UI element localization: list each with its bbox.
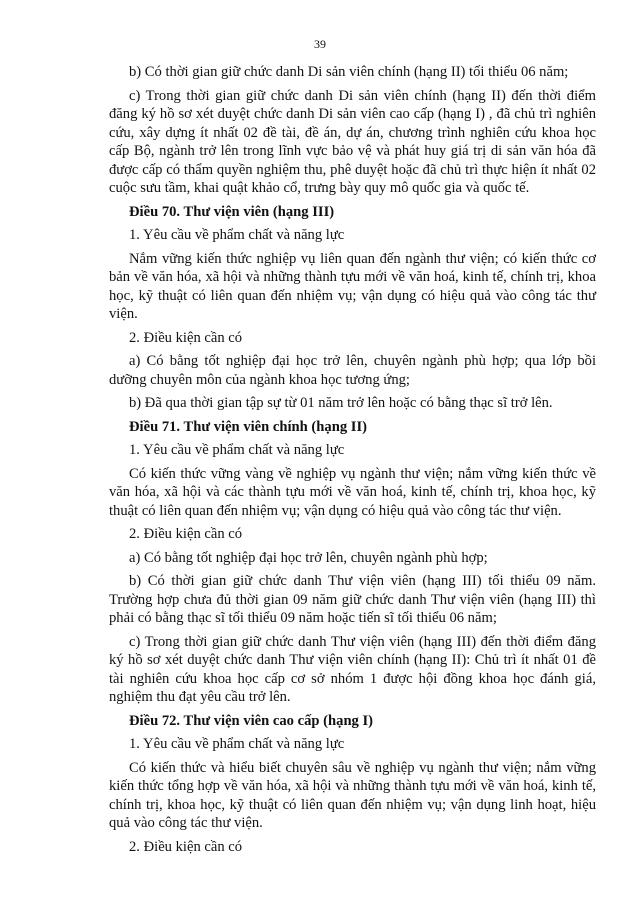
paragraph: a) Có bằng tốt nghiệp đại học trở lên, chuyên ngành phù hợp;: [129, 549, 488, 566]
document-body: [109, 63, 596, 861]
paragraph: b) Có thời gian giữ chức danh Di sản viên chính (hạng II) tối thiểu 06 năm;: [129, 64, 569, 80]
paragraph: 2. Điều kiện cần có: [129, 329, 243, 346]
paragraph: 1. Yêu cầu về phẩm chất và năng lực: [129, 442, 345, 458]
paragraph: a) Có bằng tốt nghiệp đại học trở lên, chuyên ngành phù hợp; qua lớp bồi dưỡng chuyên môn của ngành khoa học tương ứng;: [109, 353, 596, 388]
article-heading: Điều 72. Thư viện viên cao cấp (hạng I): [129, 712, 374, 729]
paragraph: 1. Yêu cầu về phẩm chất và năng lực: [129, 227, 345, 243]
paragraph: b) Có thời gian giữ chức danh Thư viện viên (hạng III) tối thiểu 09 năm. Trường hợp chưa đủ thời gian 09 năm giữ chức danh Thư viện viên (hạng III) thì phải có bằng thạc sĩ tối thiểu 09 năm hoặc tiến sĩ tối thiểu 06 năm;: [109, 573, 596, 626]
paragraph: 2. Điều kiện cần có: [129, 838, 243, 855]
paragraph: c) Trong thời gian giữ chức danh Thư viện viên (hạng III) đến thời điểm đăng ký hồ sơ xét duyệt chức danh Thư viện viên chính (hạng II): Chủ trì ít nhất 01 đề tài nghiên cứu khoa học cấp cơ sở nhóm 1 được hội đồng khoa học đánh giá, nghiệm thu đạt yêu cầu trở lên.: [109, 633, 596, 705]
article-heading: Điều 71. Thư viện viên chính (hạng II): [129, 418, 367, 435]
article-heading: Điều 70. Thư viện viên (hạng III): [129, 203, 335, 220]
paragraph: Có kiến thức và hiểu biết chuyên sâu về nghiệp vụ ngành thư viện; nắm vững kiến thức tổng hợp về văn hóa, xã hội và những thành tựu mới về văn hoá, kinh tế, chính trị, khoa học, kỹ thuật có liên quan đến nhiệm vụ; vận dụng linh hoạt, hiệu quả vào công tác thư viện.: [109, 759, 596, 831]
paragraph: 1. Yêu cầu về phẩm chất và năng lực: [129, 736, 345, 752]
paragraph: Có kiến thức vững vàng về nghiệp vụ ngành thư viện; nắm vững kiến thức về văn hóa, xã hội và các thành tựu mới về văn hoá, kinh tế, chính trị, khoa học, kỹ thuật có liên quan đến nhiệm vụ; vận dụng có hiệu quả vào công tác thư viện.: [109, 465, 596, 519]
paragraph: b) Đã qua thời gian tập sự từ 01 năm trở lên hoặc có bằng thạc sĩ trở lên.: [129, 395, 553, 411]
paragraph: Nắm vững kiến thức nghiệp vụ liên quan đến ngành thư viện; có kiến thức cơ bản về văn hóa, xã hội và những thành tựu mới về văn hoá, kinh tế, chính trị, khoa học, kỹ thuật có liên quan đến nhiệm vụ; vận dụng có hiệu quả vào công tác thư viện.: [109, 250, 596, 322]
page-number: 39: [314, 37, 326, 51]
paragraph: 2. Điều kiện cần có: [129, 526, 243, 542]
paragraph: c) Trong thời gian giữ chức danh Di sản viên chính (hạng II) đến thời điểm đăng ký hồ sơ xét duyệt chức danh Di sản viên cao cấp (hạng I) , đã chủ trì nghiên cứu, xây dựng ít nhất 02 đề tài, đề án, dự án, chương trình nghiên cứu khoa học cấp Bộ, ngành trở lên trong lĩnh vực bảo vệ và phát huy giá trị di sản văn hóa đã được cấp có thẩm quyền nghiệm thu, phê duyệt hoặc đã chủ trì thực hiện ít nhất 02 cuộc sưu tầm, khai quật khảo cổ, trưng bày quy mô quốc gia và quốc tế.: [109, 87, 596, 196]
